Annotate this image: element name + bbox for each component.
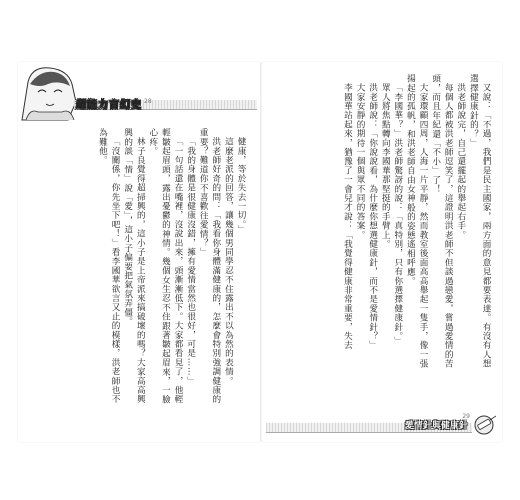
paragraph: 林子良覺得超掃興的，這小子是上帝派來搞破壞的嗎？大家高高興興的談「情」說「愛」，這小子偏要把氣氛弄僵。 [122,128,146,404]
right-page [262,62,502,442]
paragraph: 大家安靜的期待一個與眾不同的答案。 [355,82,366,239]
paragraph: 這麼老派的回答，讓幾個男同學忍不住露出不以為然的表情。 [223,136,234,385]
left-page [18,62,261,442]
paragraph: 又說：「不過，我們是民主國家，兩方面的意見都要表達。有沒有人想選擇健康針的？」 [468,74,491,368]
paragraph: 「李國華？」洪老師驚訝的說：「真特別，只有你選擇健康針。」 [392,82,403,346]
header-banner [26,98,261,110]
series-title: 超能力言幻史 [76,100,142,111]
paragraph: 「沒關係，你先坐下吧！」看李國華欲言又止的模樣，洪老師也不為難他。 [97,128,121,404]
syringe-illustration [472,412,498,436]
right-page-text [270,74,492,370]
paragraph: 「一句話還在嘴裡，沒說出來，頭漸漸低下。大家都看見了，他輕輕皺起眉頭，露出憂鬱的神情。幾個女生忍不住跟著皺起眉來，一臉心疼。 [147,128,184,404]
paragraph: 李國華站起來，猶豫了一會兒才說：「我覺得健康非常重要，失去 [342,82,353,350]
page-number: 29 [462,413,470,420]
chapter-title: 愛情針與健康針 [404,421,468,431]
paragraph: 大家環顧四周，人海一片平靜，然而教室後面高高舉起一隻手，像一張揚起的孤帆，和洪老師自由女神般的姿態遙相呼應。 [405,74,429,368]
paragraph: 洪老師說完，自己還擺起的舉起右手。 [455,82,466,239]
footer-banner [266,412,498,436]
paragraph: 健康，等於失去一切。」 [236,136,246,234]
paragraph: 每個人都被洪老師逗笑了，這證明洪老師不但談過戀愛，嘗過愛情的苦頭，而且年紀還「不小」了！ [430,74,454,368]
paragraph: 洪老師好奇的問：「我看你身體滿健康的，怎麼會特別強調健康的重要？難道你不喜歡往愛情？」 [198,128,221,404]
paragraph: 洪老師說：「你說說看，為什麼你想選健康針，而不是愛情針？」 [367,82,378,350]
page-number: 28 [144,98,152,105]
paragraph: 眾人將焦點轉向李國華那堅挺的手臂上。 [380,82,391,249]
character-illustration [18,62,88,122]
paragraph: 「我的身體是很健康沒錯，擁有愛情當然也很好，可是……」 [185,136,196,385]
left-page-text [32,128,247,412]
